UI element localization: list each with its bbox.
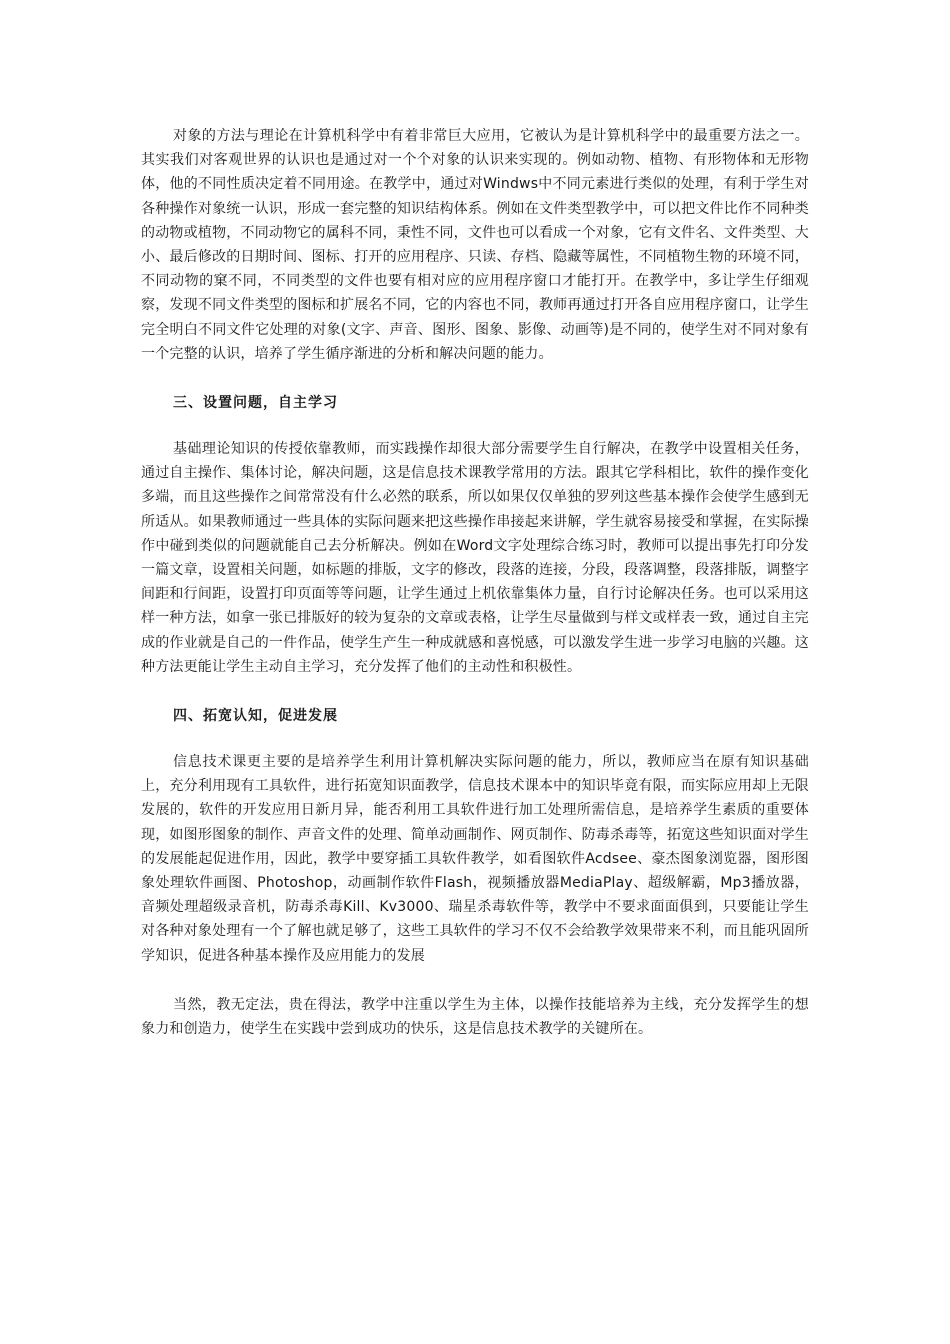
section-heading-4: 四、拓宽认知，促进发展 [173, 708, 338, 725]
document-body [141, 124, 809, 1041]
paragraph-broaden-knowledge: 信息技术课更主要的是培养学生利用计算机解决实际问题的能力，所以，教师应当在原有知识基础上，充分利用现有工具软件，进行拓宽知识面教学，信息技术课本中的知识毕竟有限，而实际应用却上无限发展的，软件的开发应用日新月异，能否利用工具软件进行加工处理所需信息，是培养学生素质的重要体现，如图形图象的制作、声音文件的处理、简单动画制作、网页制作、防毒杀毒等，拓宽这些知识面对学生的发展能起促进作用，因此，教学中要穿插工具软件教学，如看图软件Acdsee、豪杰图象浏览器，图形图象处理软件画图、Photoshop，动画制作软件Flash，视频播放器MediaPlay、超级解霸，Mp3播放器，音频处理超级录音机，防毒杀毒Kill、Kv3000、瑞星杀毒软件等，教学中不要求面面俱到，只要能让学生对各种对象处理有一个了解也就足够了，这些工具软件的学习不仅不会给教学效果带来不利，而且能巩固所学知识，促进各种基本操作及应用能力的发展 [141, 754, 809, 964]
paragraph-conclusion: 当然，教无定法，贵在得法，教学中注重以学生为主体，以操作技能培养为主线，充分发挥学生的想象力和创造力，使学生在实践中尝到成功的快乐，这是信息技术教学的关键所在。 [141, 996, 809, 1038]
section-heading-3: 三、设置问题，自主学习 [173, 395, 338, 412]
paragraph-setting-problems: 基础理论知识的传授依靠教师，而实践操作却很大部分需要学生自行解决，在教学中设置相关任务，通过自主操作、集体讨论，解决问题，这是信息技术课教学常用的方法。跟其它学科相比，软件的操作变化多端，而且这些操作之间常常没有什么必然的联系，所以如果仅仅单独的罗列这些基本操作会使学生感到无所适从。如果教师通过一些具体的实际问题来把这些操作串接起来讲解，学生就容易接受和掌握，在实际操作中碰到类似的问题就能自己去分析解决。例如在Word文字处理综合练习时，教师可以提出事先打印分发一篇文章，设置相关问题，如标题的排版，文字的修改，段落的连接，分段，段落调整，段落排版，调整字间距和行间距，设置打印页面等等问题，让学生通过上机依靠集体力量，自行讨论解决任务。也可以采用这样一种方法，如拿一张已排版好的较为复杂的文章或表格，让学生尽量做到与样文或样表一致，通过自主完成的作业就是自己的一件作品，使学生产生一种成就感和喜悦感，可以激发学生进一步学习电脑的兴趣。这种方法更能让学生主动自主学习，充分发挥了他们的主动性和积极性。 [141, 441, 809, 675]
paragraph-object-methods: 对象的方法与理论在计算机科学中有着非常巨大应用，它被认为是计算机科学中的最重要方法之一。其实我们对客观世界的认识也是通过对一个个对象的认识来实现的。例如动物、植物、有形物体和无形物体，他的不同性质决定着不同用途。在教学中，通过对Windws中不同元素进行类似的处理，有利于学生对各种操作对象统一认识，形成一套完整的知识结构体系。例如在文件类型教学中，可以把文件比作不同种类的动物或植物，不同动物它的属科不同，秉性不同，文件也可以看成一个对象，它有文件名、文件类型、大小、最后修改的日期时间、图标、打开的应用程序、只读、存档、隐藏等属性，不同植物生物的环境不同，不同动物的窠不同，不同类型的文件也要有相对应的应用程序窗口才能打开。在教学中，多让学生仔细观察，发现不同文件类型的图标和扩展名不同，它的内容也不同，教师再通过打开各自应用程序窗口，让学生完全明白不同文件它处理的对象(文字、声音、图形、图象、影像、动画等)是不同的，使学生对不同对象有一个完整的认识，培养了学生循序渐进的分析和解决问题的能力。 [141, 128, 809, 362]
